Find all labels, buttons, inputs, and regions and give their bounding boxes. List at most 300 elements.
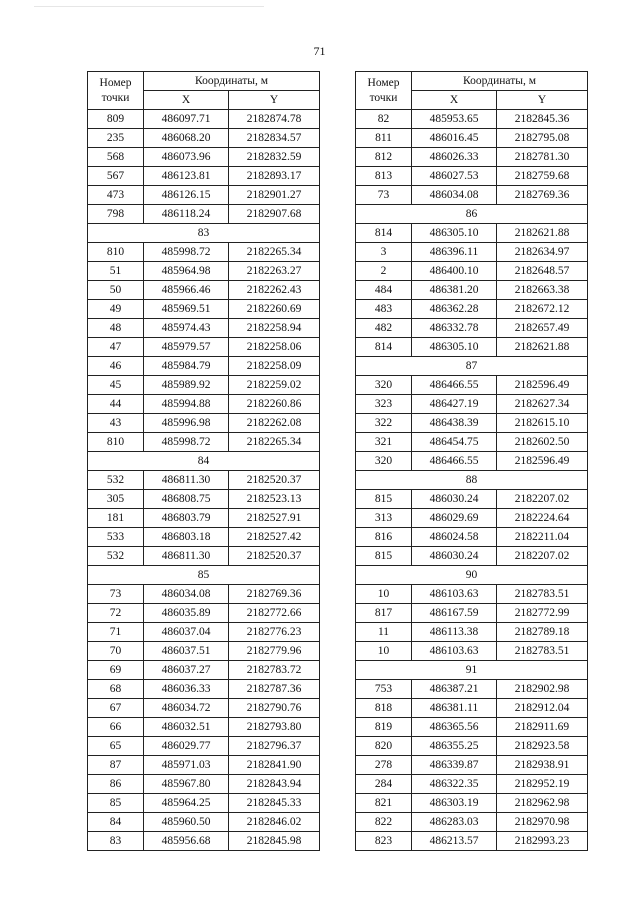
table-row xyxy=(88,433,320,452)
y-coordinate-cell: 2182258.94 xyxy=(229,319,320,338)
x-coordinate-cell: 486068.20 xyxy=(144,129,229,148)
y-coordinate-cell: 2182621.88 xyxy=(497,224,588,243)
y-coordinate-cell: 2182262.43 xyxy=(229,281,320,300)
point-number-cell: 815 xyxy=(356,490,412,509)
y-coordinate-cell: 2182259.02 xyxy=(229,376,320,395)
table-row xyxy=(356,338,588,357)
table-row xyxy=(88,243,320,262)
point-number-cell: 43 xyxy=(88,414,144,433)
header-y: Y xyxy=(229,91,320,110)
table-row xyxy=(356,224,588,243)
table-row xyxy=(88,718,320,737)
point-number-cell: 87 xyxy=(88,756,144,775)
table-row xyxy=(356,452,588,471)
group-label: 88 xyxy=(356,471,588,490)
table-row xyxy=(88,300,320,319)
y-coordinate-cell: 2182901.27 xyxy=(229,186,320,205)
point-number-cell: 567 xyxy=(88,167,144,186)
x-coordinate-cell: 486811.30 xyxy=(144,547,229,566)
point-number-cell: 2 xyxy=(356,262,412,281)
y-coordinate-cell: 2182912.04 xyxy=(497,699,588,718)
x-coordinate-cell: 485966.46 xyxy=(144,281,229,300)
x-coordinate-cell: 485989.92 xyxy=(144,376,229,395)
x-coordinate-cell: 486454.75 xyxy=(412,433,497,452)
header-point-line2: точки xyxy=(101,91,130,104)
table-row xyxy=(356,395,588,414)
group-row xyxy=(356,205,588,224)
x-coordinate-cell: 485984.79 xyxy=(144,357,229,376)
table-row xyxy=(88,699,320,718)
x-coordinate-cell: 486803.79 xyxy=(144,509,229,528)
point-number-cell: 322 xyxy=(356,414,412,433)
table-row xyxy=(88,110,320,129)
y-coordinate-cell: 2182615.10 xyxy=(497,414,588,433)
table-row xyxy=(356,642,588,661)
point-number-cell: 483 xyxy=(356,300,412,319)
x-coordinate-cell: 485969.51 xyxy=(144,300,229,319)
x-coordinate-cell: 485979.57 xyxy=(144,338,229,357)
y-coordinate-cell: 2182657.49 xyxy=(497,319,588,338)
table-row xyxy=(88,509,320,528)
x-coordinate-cell: 486126.15 xyxy=(144,186,229,205)
x-coordinate-cell: 485960.50 xyxy=(144,813,229,832)
group-label: 84 xyxy=(88,452,320,471)
y-coordinate-cell: 2182843.94 xyxy=(229,775,320,794)
table-row xyxy=(356,509,588,528)
x-coordinate-cell: 486103.63 xyxy=(412,585,497,604)
x-coordinate-cell: 486808.75 xyxy=(144,490,229,509)
y-coordinate-cell: 2182796.37 xyxy=(229,737,320,756)
y-coordinate-cell: 2182902.98 xyxy=(497,680,588,699)
header-coordinates: Координаты, м xyxy=(412,72,588,91)
page-number: 71 xyxy=(313,44,326,58)
table-row xyxy=(88,661,320,680)
table-row xyxy=(88,737,320,756)
x-coordinate-cell: 485953.65 xyxy=(412,110,497,129)
point-number-cell: 65 xyxy=(88,737,144,756)
x-coordinate-cell: 486396.11 xyxy=(412,243,497,262)
point-number-cell: 49 xyxy=(88,300,144,319)
group-label: 87 xyxy=(356,357,588,376)
y-coordinate-cell: 2182596.49 xyxy=(497,452,588,471)
table-row xyxy=(356,585,588,604)
table-row xyxy=(88,471,320,490)
table-row xyxy=(88,680,320,699)
x-coordinate-cell: 486305.10 xyxy=(412,224,497,243)
header-point-line2: точки xyxy=(369,91,398,104)
y-coordinate-cell: 2182772.66 xyxy=(229,604,320,623)
point-number-cell: 70 xyxy=(88,642,144,661)
x-coordinate-cell: 485996.98 xyxy=(144,414,229,433)
table-row xyxy=(88,813,320,832)
point-number-cell: 71 xyxy=(88,623,144,642)
y-coordinate-cell: 2182627.34 xyxy=(497,395,588,414)
y-coordinate-cell: 2182787.36 xyxy=(229,680,320,699)
point-number-cell: 67 xyxy=(88,699,144,718)
x-coordinate-cell: 486213.57 xyxy=(412,832,497,851)
header-coordinates: Координаты, м xyxy=(144,72,320,91)
x-coordinate-cell: 485964.98 xyxy=(144,262,229,281)
header-x: X xyxy=(144,91,229,110)
y-coordinate-cell: 2182596.49 xyxy=(497,376,588,395)
table-row xyxy=(356,262,588,281)
table-row xyxy=(88,281,320,300)
table-row xyxy=(356,737,588,756)
table-row xyxy=(88,832,320,851)
x-coordinate-cell: 486322.35 xyxy=(412,775,497,794)
table-row xyxy=(88,642,320,661)
x-coordinate-cell: 486167.59 xyxy=(412,604,497,623)
x-coordinate-cell: 486365.56 xyxy=(412,718,497,737)
x-coordinate-cell: 486037.04 xyxy=(144,623,229,642)
point-number-cell: 818 xyxy=(356,699,412,718)
group-row xyxy=(356,661,588,680)
point-number-cell: 48 xyxy=(88,319,144,338)
y-coordinate-cell: 2182783.51 xyxy=(497,642,588,661)
point-number-cell: 810 xyxy=(88,433,144,452)
point-number-cell: 822 xyxy=(356,813,412,832)
y-coordinate-cell: 2182845.36 xyxy=(497,110,588,129)
y-coordinate-cell: 2182211.04 xyxy=(497,528,588,547)
x-coordinate-cell: 486073.96 xyxy=(144,148,229,167)
point-number-cell: 798 xyxy=(88,205,144,224)
x-coordinate-cell: 485967.80 xyxy=(144,775,229,794)
x-coordinate-cell: 486381.20 xyxy=(412,281,497,300)
x-coordinate-cell: 485964.25 xyxy=(144,794,229,813)
x-coordinate-cell: 486034.72 xyxy=(144,699,229,718)
point-number-cell: 181 xyxy=(88,509,144,528)
coordinates-table-left xyxy=(87,71,320,851)
scan-artifact-line xyxy=(34,6,264,7)
table-row xyxy=(356,604,588,623)
x-coordinate-cell: 486427.19 xyxy=(412,395,497,414)
point-number-cell: 73 xyxy=(88,585,144,604)
point-number-cell: 10 xyxy=(356,642,412,661)
point-number-cell: 753 xyxy=(356,680,412,699)
point-number-cell: 810 xyxy=(88,243,144,262)
x-coordinate-cell: 486355.25 xyxy=(412,737,497,756)
y-coordinate-cell: 2182970.98 xyxy=(497,813,588,832)
group-label: 91 xyxy=(356,661,588,680)
x-coordinate-cell: 486113.38 xyxy=(412,623,497,642)
table-row xyxy=(88,186,320,205)
point-number-cell: 484 xyxy=(356,281,412,300)
table-row xyxy=(356,186,588,205)
table-row xyxy=(356,794,588,813)
point-number-cell: 813 xyxy=(356,167,412,186)
x-coordinate-cell: 486037.51 xyxy=(144,642,229,661)
x-coordinate-cell: 485956.68 xyxy=(144,832,229,851)
point-number-cell: 532 xyxy=(88,547,144,566)
point-number-cell: 82 xyxy=(356,110,412,129)
y-coordinate-cell: 2182527.91 xyxy=(229,509,320,528)
y-coordinate-cell: 2182260.86 xyxy=(229,395,320,414)
table-row xyxy=(88,528,320,547)
point-number-cell: 69 xyxy=(88,661,144,680)
y-coordinate-cell: 2182911.69 xyxy=(497,718,588,737)
point-number-cell: 45 xyxy=(88,376,144,395)
table-row xyxy=(356,376,588,395)
y-coordinate-cell: 2182772.99 xyxy=(497,604,588,623)
table-row xyxy=(88,756,320,775)
y-coordinate-cell: 2182520.37 xyxy=(229,471,320,490)
point-number-cell: 811 xyxy=(356,129,412,148)
point-number-cell: 320 xyxy=(356,452,412,471)
table-row xyxy=(356,813,588,832)
x-coordinate-cell: 486026.33 xyxy=(412,148,497,167)
table-row xyxy=(356,129,588,148)
y-coordinate-cell: 2182907.68 xyxy=(229,205,320,224)
y-coordinate-cell: 2182893.17 xyxy=(229,167,320,186)
point-number-cell: 68 xyxy=(88,680,144,699)
x-coordinate-cell: 485971.03 xyxy=(144,756,229,775)
coordinates-table-left-body xyxy=(88,110,320,851)
point-number-cell: 44 xyxy=(88,395,144,414)
group-row xyxy=(88,224,320,243)
point-number-cell: 50 xyxy=(88,281,144,300)
header-point-line1: Номер xyxy=(367,76,400,89)
point-number-cell: 84 xyxy=(88,813,144,832)
x-coordinate-cell: 485994.88 xyxy=(144,395,229,414)
x-coordinate-cell: 486027.53 xyxy=(412,167,497,186)
coordinates-table-right xyxy=(355,71,588,851)
header-point-number xyxy=(356,72,412,110)
y-coordinate-cell: 2182874.78 xyxy=(229,110,320,129)
point-number-cell: 305 xyxy=(88,490,144,509)
point-number-cell: 816 xyxy=(356,528,412,547)
point-number-cell: 533 xyxy=(88,528,144,547)
y-coordinate-cell: 2182621.88 xyxy=(497,338,588,357)
table-row xyxy=(88,414,320,433)
x-coordinate-cell: 486466.55 xyxy=(412,452,497,471)
y-coordinate-cell: 2182265.34 xyxy=(229,243,320,262)
table-row xyxy=(88,585,320,604)
table-row xyxy=(356,756,588,775)
group-label: 85 xyxy=(88,566,320,585)
header-point-line1: Номер xyxy=(99,76,132,89)
y-coordinate-cell: 2182769.36 xyxy=(229,585,320,604)
x-coordinate-cell: 486332.78 xyxy=(412,319,497,338)
coordinates-table-right-body xyxy=(356,110,588,851)
y-coordinate-cell: 2182952.19 xyxy=(497,775,588,794)
y-coordinate-cell: 2182602.50 xyxy=(497,433,588,452)
x-coordinate-cell: 486016.45 xyxy=(412,129,497,148)
table-row xyxy=(356,243,588,262)
point-number-cell: 284 xyxy=(356,775,412,794)
x-coordinate-cell: 486438.39 xyxy=(412,414,497,433)
table-row xyxy=(356,148,588,167)
point-number-cell: 66 xyxy=(88,718,144,737)
table-row xyxy=(88,205,320,224)
table-row xyxy=(88,262,320,281)
table-row xyxy=(88,129,320,148)
point-number-cell: 235 xyxy=(88,129,144,148)
table-row xyxy=(356,433,588,452)
group-row xyxy=(356,357,588,376)
point-number-cell: 3 xyxy=(356,243,412,262)
x-coordinate-cell: 486305.10 xyxy=(412,338,497,357)
point-number-cell: 821 xyxy=(356,794,412,813)
y-coordinate-cell: 2182262.08 xyxy=(229,414,320,433)
point-number-cell: 814 xyxy=(356,338,412,357)
y-coordinate-cell: 2182846.02 xyxy=(229,813,320,832)
y-coordinate-cell: 2182938.91 xyxy=(497,756,588,775)
table-row xyxy=(356,718,588,737)
y-coordinate-cell: 2182962.98 xyxy=(497,794,588,813)
header-x: X xyxy=(412,91,497,110)
point-number-cell: 11 xyxy=(356,623,412,642)
group-row xyxy=(356,471,588,490)
point-number-cell: 819 xyxy=(356,718,412,737)
group-row xyxy=(88,566,320,585)
y-coordinate-cell: 2182783.51 xyxy=(497,585,588,604)
x-coordinate-cell: 485998.72 xyxy=(144,243,229,262)
x-coordinate-cell: 486035.89 xyxy=(144,604,229,623)
point-number-cell: 10 xyxy=(356,585,412,604)
y-coordinate-cell: 2182832.59 xyxy=(229,148,320,167)
y-coordinate-cell: 2182779.96 xyxy=(229,642,320,661)
y-coordinate-cell: 2182783.72 xyxy=(229,661,320,680)
y-coordinate-cell: 2182224.64 xyxy=(497,509,588,528)
x-coordinate-cell: 486381.11 xyxy=(412,699,497,718)
y-coordinate-cell: 2182845.33 xyxy=(229,794,320,813)
table-row xyxy=(88,490,320,509)
table-row xyxy=(88,604,320,623)
x-coordinate-cell: 486339.87 xyxy=(412,756,497,775)
x-coordinate-cell: 486283.03 xyxy=(412,813,497,832)
x-coordinate-cell: 486097.71 xyxy=(144,110,229,129)
y-coordinate-cell: 2182841.90 xyxy=(229,756,320,775)
x-coordinate-cell: 486803.18 xyxy=(144,528,229,547)
group-label: 86 xyxy=(356,205,588,224)
table-row xyxy=(88,395,320,414)
table-row xyxy=(356,300,588,319)
y-coordinate-cell: 2182258.06 xyxy=(229,338,320,357)
y-coordinate-cell: 2182793.80 xyxy=(229,718,320,737)
x-coordinate-cell: 486303.19 xyxy=(412,794,497,813)
y-coordinate-cell: 2182523.13 xyxy=(229,490,320,509)
y-coordinate-cell: 2182923.58 xyxy=(497,737,588,756)
table-row xyxy=(88,357,320,376)
point-number-cell: 321 xyxy=(356,433,412,452)
x-coordinate-cell: 486030.24 xyxy=(412,490,497,509)
x-coordinate-cell: 486036.33 xyxy=(144,680,229,699)
point-number-cell: 812 xyxy=(356,148,412,167)
y-coordinate-cell: 2182769.36 xyxy=(497,186,588,205)
y-coordinate-cell: 2182781.30 xyxy=(497,148,588,167)
point-number-cell: 51 xyxy=(88,262,144,281)
y-coordinate-cell: 2182672.12 xyxy=(497,300,588,319)
point-number-cell: 73 xyxy=(356,186,412,205)
y-coordinate-cell: 2182834.57 xyxy=(229,129,320,148)
y-coordinate-cell: 2182207.02 xyxy=(497,490,588,509)
table-row xyxy=(88,319,320,338)
group-row xyxy=(88,452,320,471)
point-number-cell: 278 xyxy=(356,756,412,775)
point-number-cell: 320 xyxy=(356,376,412,395)
point-number-cell: 532 xyxy=(88,471,144,490)
y-coordinate-cell: 2182789.18 xyxy=(497,623,588,642)
header-point-number xyxy=(88,72,144,110)
y-coordinate-cell: 2182648.57 xyxy=(497,262,588,281)
y-coordinate-cell: 2182634.97 xyxy=(497,243,588,262)
table-row xyxy=(88,148,320,167)
y-coordinate-cell: 2182265.34 xyxy=(229,433,320,452)
point-number-cell: 820 xyxy=(356,737,412,756)
x-coordinate-cell: 486466.55 xyxy=(412,376,497,395)
x-coordinate-cell: 486118.24 xyxy=(144,205,229,224)
point-number-cell: 323 xyxy=(356,395,412,414)
table-row xyxy=(356,414,588,433)
table-row xyxy=(356,775,588,794)
y-coordinate-cell: 2182790.76 xyxy=(229,699,320,718)
y-coordinate-cell: 2182795.08 xyxy=(497,129,588,148)
table-row xyxy=(356,832,588,851)
y-coordinate-cell: 2182663.38 xyxy=(497,281,588,300)
table-row xyxy=(88,794,320,813)
table-row xyxy=(88,376,320,395)
y-coordinate-cell: 2182527.42 xyxy=(229,528,320,547)
point-number-cell: 823 xyxy=(356,832,412,851)
x-coordinate-cell: 486029.69 xyxy=(412,509,497,528)
table-row xyxy=(356,167,588,186)
x-coordinate-cell: 486034.08 xyxy=(144,585,229,604)
x-coordinate-cell: 486362.28 xyxy=(412,300,497,319)
y-coordinate-cell: 2182260.69 xyxy=(229,300,320,319)
group-label: 83 xyxy=(88,224,320,243)
x-coordinate-cell: 486024.58 xyxy=(412,528,497,547)
point-number-cell: 46 xyxy=(88,357,144,376)
table-row xyxy=(356,547,588,566)
table-row xyxy=(88,547,320,566)
x-coordinate-cell: 485998.72 xyxy=(144,433,229,452)
point-number-cell: 815 xyxy=(356,547,412,566)
table-row xyxy=(356,699,588,718)
table-row xyxy=(88,775,320,794)
y-coordinate-cell: 2182776.23 xyxy=(229,623,320,642)
x-coordinate-cell: 485974.43 xyxy=(144,319,229,338)
x-coordinate-cell: 486103.63 xyxy=(412,642,497,661)
point-number-cell: 817 xyxy=(356,604,412,623)
point-number-cell: 85 xyxy=(88,794,144,813)
y-coordinate-cell: 2182207.02 xyxy=(497,547,588,566)
point-number-cell: 83 xyxy=(88,832,144,851)
table-row xyxy=(356,490,588,509)
point-number-cell: 86 xyxy=(88,775,144,794)
table-row xyxy=(88,167,320,186)
x-coordinate-cell: 486387.21 xyxy=(412,680,497,699)
x-coordinate-cell: 486029.77 xyxy=(144,737,229,756)
table-row xyxy=(88,338,320,357)
table-row xyxy=(88,623,320,642)
x-coordinate-cell: 486037.27 xyxy=(144,661,229,680)
x-coordinate-cell: 486400.10 xyxy=(412,262,497,281)
table-row xyxy=(356,319,588,338)
x-coordinate-cell: 486034.08 xyxy=(412,186,497,205)
point-number-cell: 809 xyxy=(88,110,144,129)
point-number-cell: 72 xyxy=(88,604,144,623)
x-coordinate-cell: 486032.51 xyxy=(144,718,229,737)
point-number-cell: 47 xyxy=(88,338,144,357)
table-row xyxy=(356,110,588,129)
table-row xyxy=(356,528,588,547)
point-number-cell: 814 xyxy=(356,224,412,243)
group-label: 90 xyxy=(356,566,588,585)
point-number-cell: 568 xyxy=(88,148,144,167)
group-row xyxy=(356,566,588,585)
y-coordinate-cell: 2182845.98 xyxy=(229,832,320,851)
y-coordinate-cell: 2182258.09 xyxy=(229,357,320,376)
